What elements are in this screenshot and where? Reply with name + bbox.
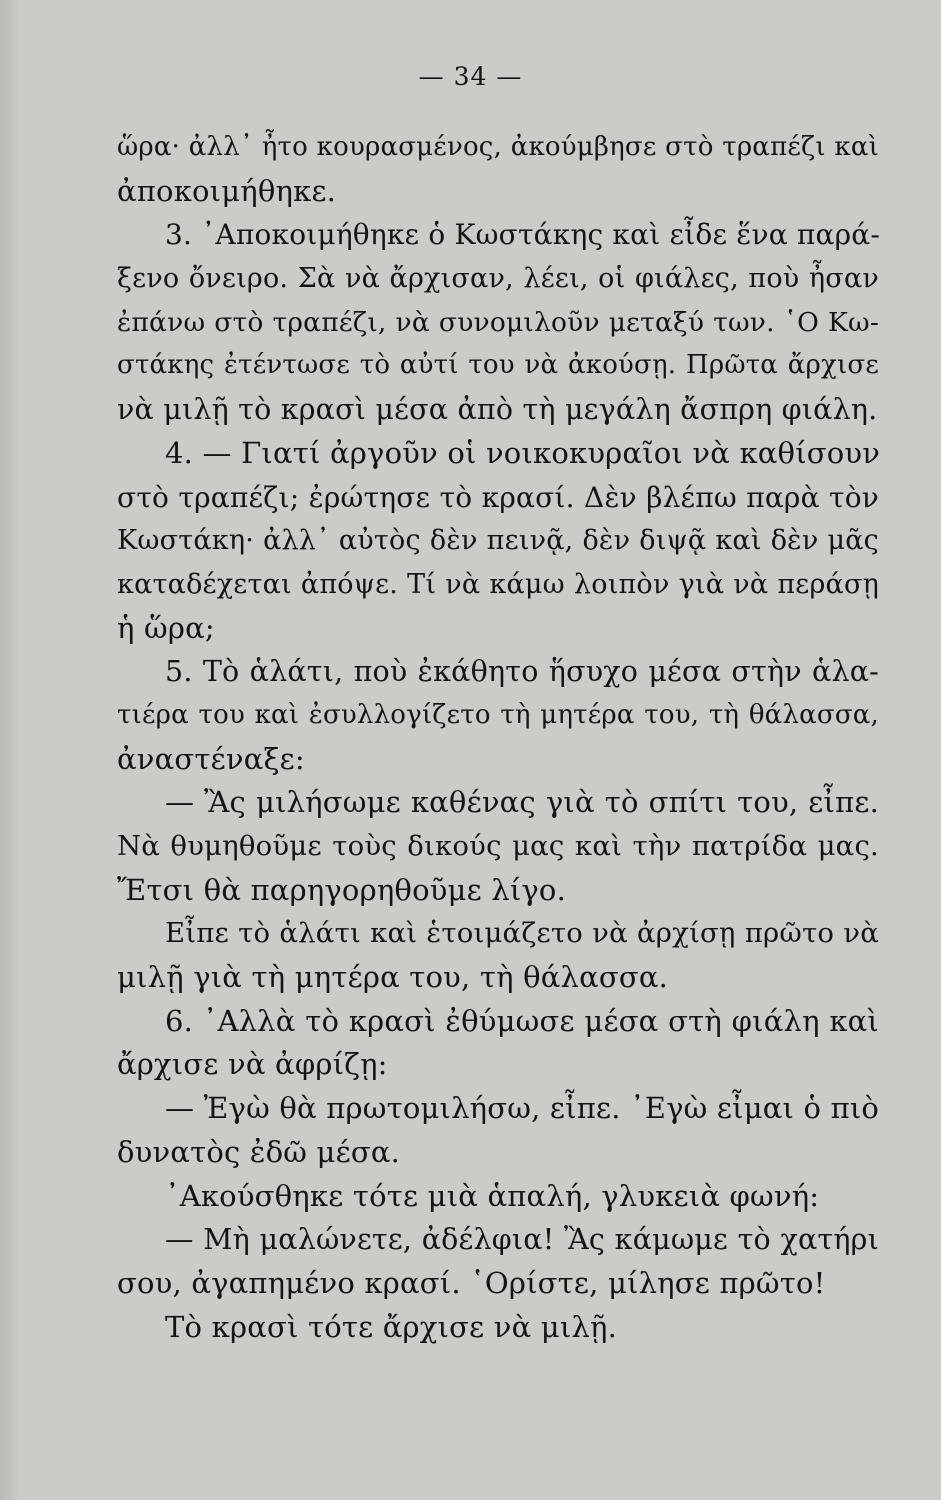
text-line: ξενο ὄνειρο. Σὰ νὰ ἄρχισαν, λέει, οἱ φιάλες, ποὺ ἦσαν bbox=[117, 263, 879, 295]
text-line: Κωστάκη· ἀλλ᾽ αὐτὸς δὲν πεινᾷ, δὲν διψᾷ καὶ δὲν μᾶς bbox=[117, 525, 879, 557]
text-line: — Μὴ μαλώνετε, ἀδέλφια! Ἂς κάμωμε τὸ χατήρι bbox=[165, 1223, 879, 1257]
text-line: — Ἐγὼ θὰ πρωτομιλήσω, εἶπε. ᾿Εγὼ εἶμαι ὁ πιὸ bbox=[165, 1091, 880, 1126]
text-line: ἀποκοιμήθηκε. bbox=[117, 173, 337, 208]
text-line: 5. Τὸ ἁλάτι, ποὺ ἐκάθητο ἥσυχο μέσα στὴν ἁλα- bbox=[165, 655, 879, 689]
text-line: — Ἂς μιλήσωμε καθένας γιὰ τὸ σπίτι του, εἶπε. bbox=[165, 785, 879, 820]
text-line: ἄρχισε νὰ ἀφρίζῃ: bbox=[117, 1047, 388, 1082]
text-line: στὸ τραπέζι; ἐρώτησε τὸ κρασί. Δὲν βλέπω παρὰ τὸν bbox=[117, 480, 879, 514]
text-line: ἡ ὥρα; bbox=[117, 610, 215, 645]
text-line: μιλῇ γιὰ τὴ μητέρα του, τὴ θάλασσα. bbox=[117, 960, 669, 995]
text-line: 4. — Γιατί ἀργοῦν οἱ νοικοκυραῖοι νὰ καθίσουν bbox=[165, 435, 881, 470]
body-text bbox=[117, 126, 879, 1349]
text-line: Νὰ θυμηθοῦμε τοὺς δικούς μας καὶ τὴν πατρίδα μας. bbox=[117, 830, 879, 862]
text-line: 3. ᾿Αποκοιμήθηκε ὁ Κωστάκης καὶ εἶδε ἕνα παρά- bbox=[165, 218, 881, 252]
text-line: ἀναστέναξε: bbox=[117, 741, 305, 776]
text-line: καταδέχεται ἀπόψε. Τί νὰ κάμω λοιπὸν γιὰ νὰ περάσῃ bbox=[117, 568, 879, 600]
text-line: Τὸ κρασὶ τότε ἄρχισε νὰ μιλῇ. bbox=[165, 1309, 617, 1344]
text-line: στάκης ἐτέντωσε τὸ αὐτί του νὰ ἀκούσῃ. Πρῶτα ἄρχισε bbox=[117, 350, 879, 381]
text-line: σου, ἀγαπημένο κρασί. ῾Ορίστε, μίλησε πρῶτο! bbox=[117, 1265, 826, 1300]
text-line: 6. ᾿Αλλὰ τὸ κρασὶ ἐθύμωσε μέσα στὴ φιάλη καὶ bbox=[165, 1003, 879, 1038]
text-line: Ἔτσι θὰ παρηγορηθοῦμε λίγο. bbox=[117, 872, 567, 907]
text-line: νὰ μιλῇ τὸ κρασὶ μέσα ἀπὸ τὴ μεγάλη ἄσπρη φιάλη. bbox=[117, 393, 878, 427]
text-line: ᾿Ακούσθηκε τότε μιὰ ἁπαλή, γλυκειὰ φωνή: bbox=[165, 1178, 820, 1213]
page-number: — 34 — bbox=[418, 62, 523, 91]
text-line: τιέρα του καὶ ἐσυλλογίζετο τὴ μητέρα του, τὴ θάλασσα, bbox=[117, 699, 879, 730]
text-line: Εἶπε τὸ ἁλάτι καὶ ἑτοιμάζετο νὰ ἀρχίσῃ πρῶτο νὰ bbox=[165, 917, 879, 950]
text-line: δυνατὸς ἐδῶ μέσα. bbox=[117, 1134, 401, 1169]
text-line: ἐπάνω στὸ τραπέζι, νὰ συνομιλοῦν μεταξύ των. ῾Ο Κω- bbox=[117, 306, 879, 338]
text-line: ὥρα· ἀλλ᾽ ἦτο κουρασμένος, ἀκούμβησε στὸ τραπέζι καὶ bbox=[117, 132, 879, 162]
